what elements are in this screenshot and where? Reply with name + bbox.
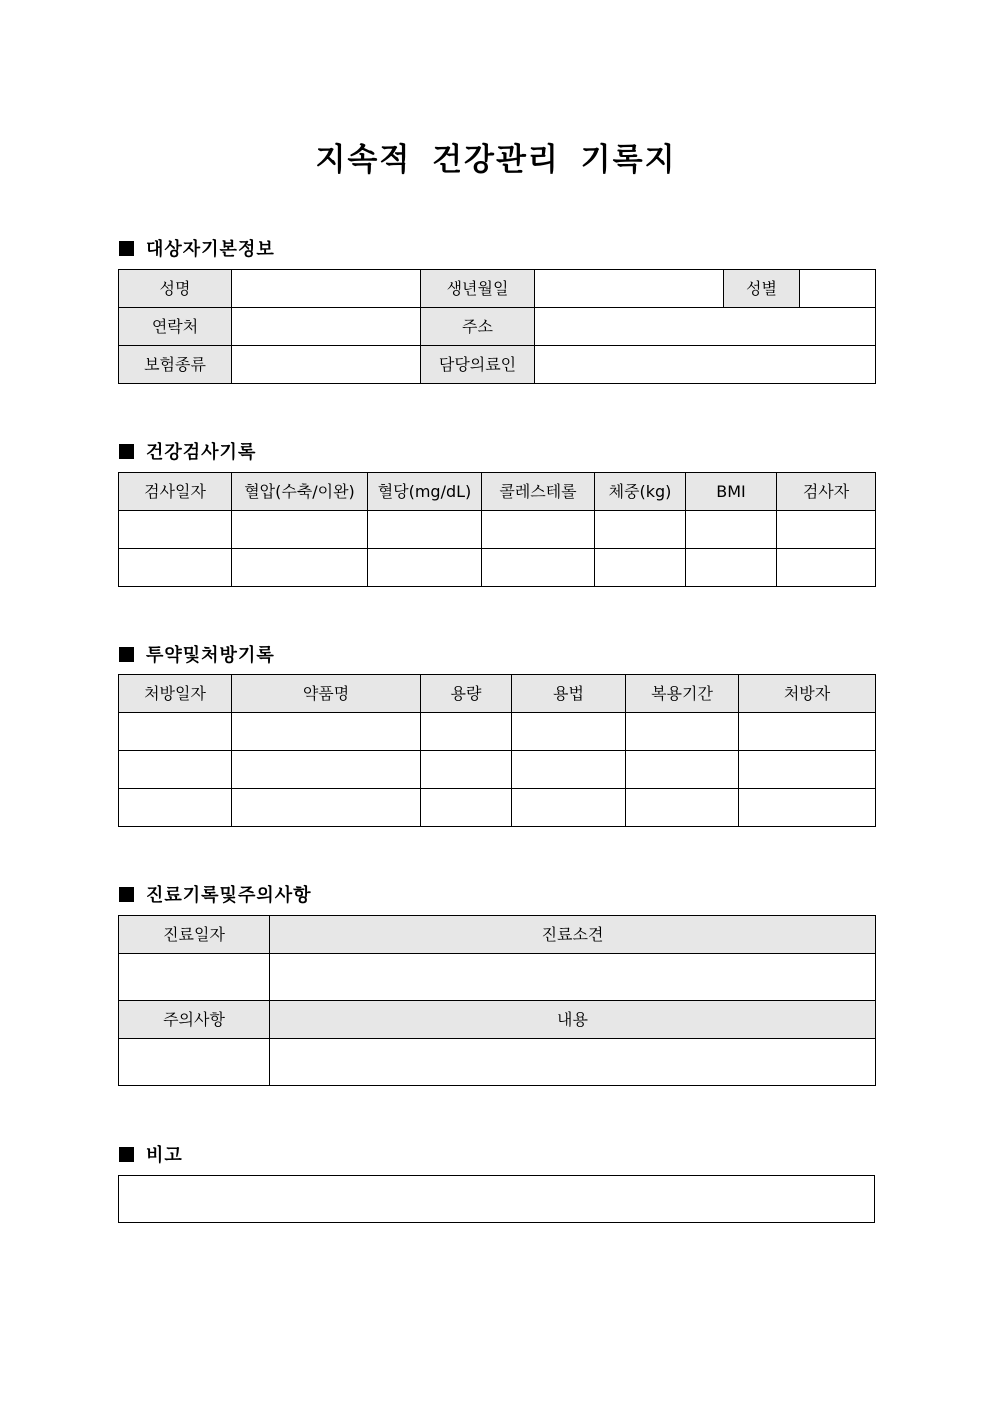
column-header: BMI: [686, 473, 777, 511]
square-bullet-icon: [119, 1147, 134, 1162]
column-header: 용량: [421, 675, 512, 713]
precautions-header: 주의사항: [119, 1001, 270, 1039]
table-cell[interactable]: [232, 549, 368, 587]
table-row: [119, 954, 876, 1001]
table-cell[interactable]: [595, 511, 686, 549]
doctor-label: 담당의료인: [421, 346, 535, 384]
precautions-field[interactable]: [119, 1039, 270, 1086]
square-bullet-icon: [119, 647, 134, 662]
table-cell[interactable]: [421, 789, 512, 827]
table-cell[interactable]: [421, 751, 512, 789]
table-row: [119, 789, 876, 827]
table-cell[interactable]: [368, 511, 482, 549]
table-cell[interactable]: [626, 789, 739, 827]
table-cell[interactable]: [232, 789, 421, 827]
table-cell[interactable]: [119, 713, 232, 751]
column-header: 검사자: [777, 473, 876, 511]
contact-field[interactable]: [232, 308, 421, 346]
column-header: 처방일자: [119, 675, 232, 713]
table-cell[interactable]: [119, 511, 232, 549]
table-cell[interactable]: [232, 511, 368, 549]
square-bullet-icon: [119, 241, 134, 256]
treatment-table: [118, 915, 876, 1086]
square-bullet-icon: [119, 444, 134, 459]
column-header: 혈압(수축/이완): [232, 473, 368, 511]
contact-label: 연락처: [119, 308, 232, 346]
column-header: 체중(kg): [595, 473, 686, 511]
table-cell[interactable]: [482, 511, 595, 549]
section-heading-label: 대상자기본정보: [146, 239, 275, 260]
table-cell[interactable]: [119, 789, 232, 827]
table-cell[interactable]: [686, 511, 777, 549]
document-title: 지속적 건강관리 기록지: [315, 142, 677, 178]
section-heading-label: 투약및처방기록: [146, 645, 275, 666]
column-header: 복용기간: [626, 675, 739, 713]
address-label: 주소: [421, 308, 535, 346]
basic-info-table: [118, 269, 876, 384]
birth-date-field[interactable]: [535, 270, 724, 308]
table-cell[interactable]: [119, 751, 232, 789]
name-label: 성명: [119, 270, 232, 308]
treatment-findings-field[interactable]: [270, 954, 876, 1001]
table-cell[interactable]: [686, 549, 777, 587]
section-heading-label: 건강검사기록: [146, 442, 257, 463]
content-header: 내용: [270, 1001, 876, 1039]
table-row: [119, 549, 876, 587]
table-cell[interactable]: [512, 713, 626, 751]
content-field[interactable]: [270, 1039, 876, 1086]
checkup-table: [118, 472, 876, 587]
table-row: [119, 713, 876, 751]
square-bullet-icon: [119, 887, 134, 902]
column-header: 검사일자: [119, 473, 232, 511]
gender-label: 성별: [724, 270, 800, 308]
doctor-field[interactable]: [535, 346, 876, 384]
table-row: [119, 751, 876, 789]
table-row: [119, 511, 876, 549]
table-cell[interactable]: [232, 713, 421, 751]
section-heading-label: 진료기록및주의사항: [146, 885, 312, 906]
treatment-date-field[interactable]: [119, 954, 270, 1001]
table-cell[interactable]: [421, 713, 512, 751]
remarks-table: [118, 1175, 875, 1223]
table-cell[interactable]: [777, 549, 876, 587]
table-cell[interactable]: [595, 549, 686, 587]
medication-table: [118, 674, 876, 827]
name-field[interactable]: [232, 270, 421, 308]
section-heading-remarks: [119, 1141, 183, 1167]
table-cell[interactable]: [626, 751, 739, 789]
insurance-type-field[interactable]: [232, 346, 421, 384]
section-heading-treatment: [119, 881, 312, 907]
column-header: 용법: [512, 675, 626, 713]
table-cell[interactable]: [482, 549, 595, 587]
table-cell[interactable]: [232, 751, 421, 789]
section-heading-checkup: [119, 438, 256, 464]
table-cell[interactable]: [739, 751, 876, 789]
birth-date-label: 생년월일: [421, 270, 535, 308]
table-cell[interactable]: [739, 789, 876, 827]
table-cell[interactable]: [626, 713, 739, 751]
section-heading-basic-info: [119, 235, 275, 261]
column-header: 약품명: [232, 675, 421, 713]
treatment-date-header: 진료일자: [119, 916, 270, 954]
table-cell[interactable]: [119, 549, 232, 587]
gender-field[interactable]: [800, 270, 876, 308]
table-row: [119, 1039, 876, 1086]
section-heading-label: 비고: [146, 1145, 183, 1166]
column-header: 혈당(mg/dL): [368, 473, 482, 511]
section-heading-medication: [119, 641, 275, 667]
insurance-type-label: 보험종류: [119, 346, 232, 384]
address-field[interactable]: [535, 308, 876, 346]
table-cell[interactable]: [512, 751, 626, 789]
table-cell[interactable]: [777, 511, 876, 549]
remarks-field[interactable]: [119, 1176, 875, 1223]
table-cell[interactable]: [739, 713, 876, 751]
column-header: 콜레스테롤: [482, 473, 595, 511]
table-cell[interactable]: [512, 789, 626, 827]
table-cell[interactable]: [368, 549, 482, 587]
column-header: 처방자: [739, 675, 876, 713]
treatment-findings-header: 진료소견: [270, 916, 876, 954]
